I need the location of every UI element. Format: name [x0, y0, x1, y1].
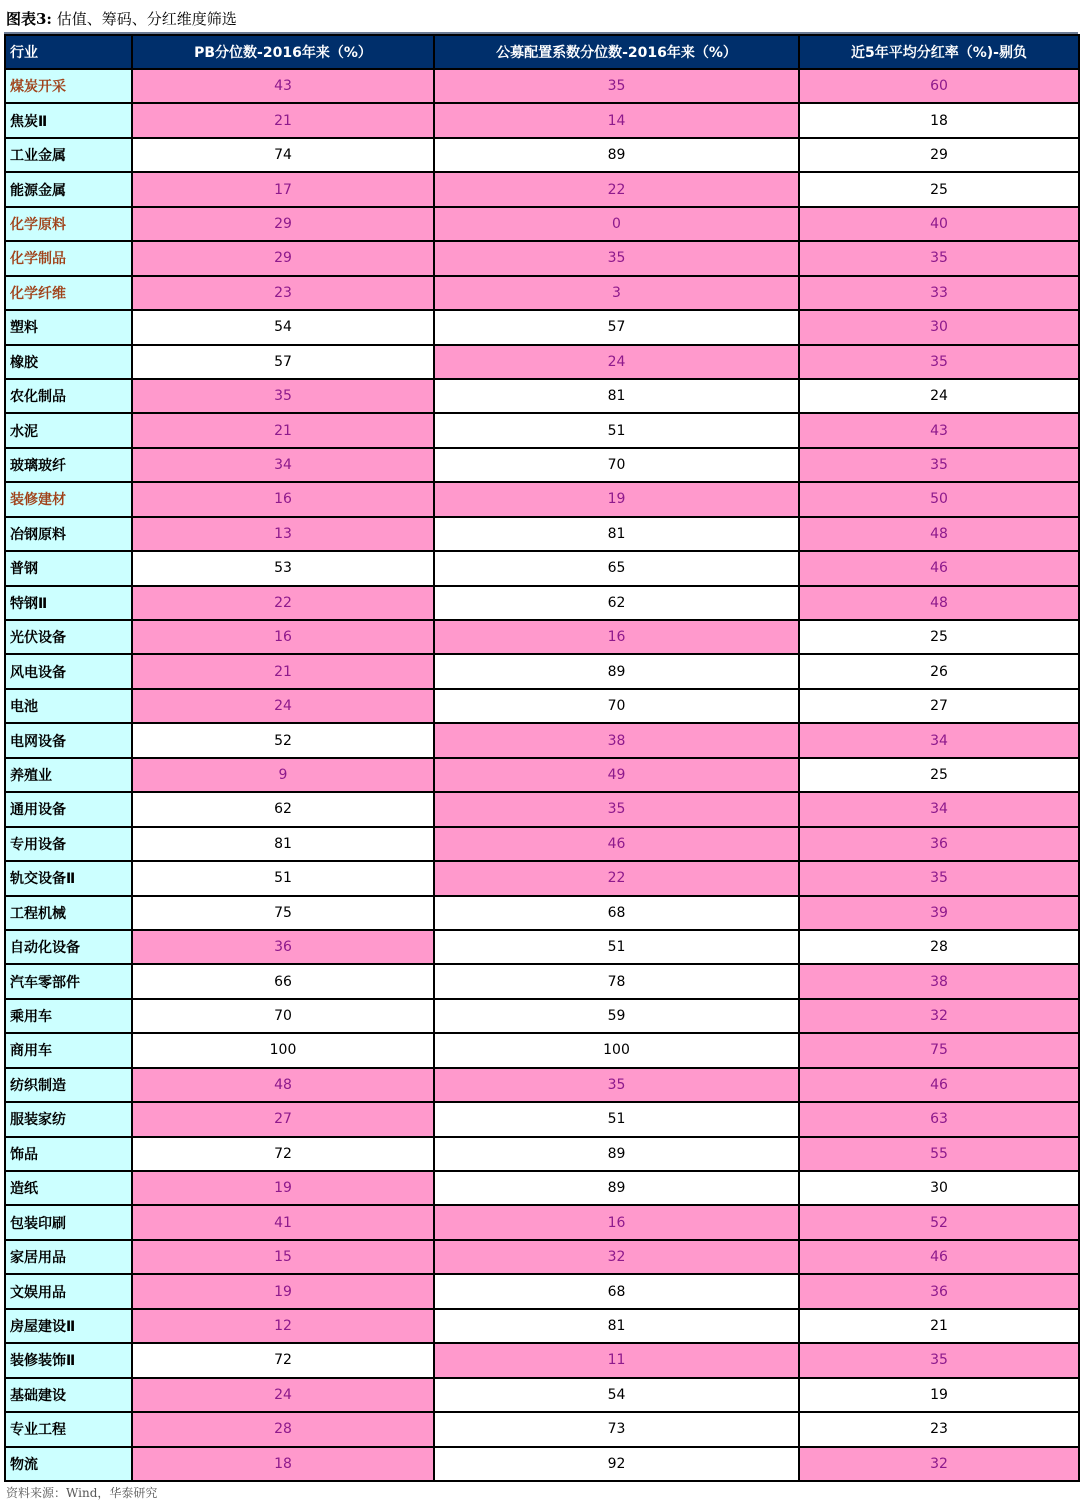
column-header-pb-percentile: PB分位数-2016年来（%）: [132, 35, 434, 69]
pb-percentile-cell: 74: [132, 138, 434, 172]
table-row: [5, 896, 1079, 930]
table-row: [5, 723, 1079, 757]
table-row: [5, 413, 1079, 447]
industry-cell: 乘用车: [5, 999, 132, 1033]
table-row: [5, 930, 1079, 964]
dividend-rate-cell: 32: [799, 999, 1079, 1033]
column-header-dividend-rate: 近5年平均分红率（%)-剔负: [799, 35, 1079, 69]
fund-allocation-percentile-cell: 16: [434, 620, 799, 654]
table-row: [5, 276, 1079, 310]
pb-percentile-cell: 23: [132, 276, 434, 310]
fund-allocation-percentile-cell: 57: [434, 310, 799, 344]
industry-cell: 农化制品: [5, 379, 132, 413]
table-row: [5, 1378, 1079, 1412]
dividend-rate-cell: 24: [799, 379, 1079, 413]
table-row: [5, 1205, 1079, 1239]
column-header-industry: 行业: [5, 35, 132, 69]
pb-percentile-cell: 48: [132, 1068, 434, 1102]
dividend-rate-cell: 28: [799, 930, 1079, 964]
pb-percentile-cell: 24: [132, 1378, 434, 1412]
industry-cell: 轨交设备Ⅱ: [5, 861, 132, 895]
table-row: [5, 1309, 1079, 1343]
table-row: [5, 1171, 1079, 1205]
table-row: [5, 654, 1079, 688]
pb-percentile-cell: 16: [132, 620, 434, 654]
table-row: [5, 69, 1079, 103]
dividend-rate-cell: 35: [799, 241, 1079, 275]
pb-percentile-cell: 100: [132, 1033, 434, 1067]
table-row: [5, 999, 1079, 1033]
industry-cell: 包装印刷: [5, 1205, 132, 1239]
table-row: [5, 1447, 1079, 1482]
table-row: [5, 586, 1079, 620]
industry-cell: 电网设备: [5, 723, 132, 757]
pb-percentile-cell: 81: [132, 827, 434, 861]
fund-allocation-percentile-cell: 46: [434, 827, 799, 861]
pb-percentile-cell: 41: [132, 1205, 434, 1239]
pb-percentile-cell: 66: [132, 964, 434, 998]
pb-percentile-cell: 29: [132, 207, 434, 241]
dividend-rate-cell: 23: [799, 1412, 1079, 1446]
industry-cell: 特钢Ⅱ: [5, 586, 132, 620]
fund-allocation-percentile-cell: 11: [434, 1343, 799, 1377]
fund-allocation-percentile-cell: 14: [434, 103, 799, 137]
table-row: [5, 792, 1079, 826]
industry-cell: 服装家纺: [5, 1102, 132, 1136]
fund-allocation-percentile-cell: 65: [434, 551, 799, 585]
fund-allocation-percentile-cell: 22: [434, 172, 799, 206]
industry-cell: 化学制品: [5, 241, 132, 275]
industry-cell: 专用设备: [5, 827, 132, 861]
industry-cell: 光伏设备: [5, 620, 132, 654]
industry-cell: 通用设备: [5, 792, 132, 826]
table-row: [5, 1343, 1079, 1377]
industry-cell: 风电设备: [5, 654, 132, 688]
pb-percentile-cell: 21: [132, 413, 434, 447]
pb-percentile-cell: 22: [132, 586, 434, 620]
dividend-rate-cell: 48: [799, 517, 1079, 551]
fund-allocation-percentile-cell: 51: [434, 1102, 799, 1136]
industry-cell: 橡胶: [5, 345, 132, 379]
table-row: [5, 172, 1079, 206]
source-note: 资料来源：Wind，华泰研究: [6, 1486, 158, 1500]
pb-percentile-cell: 15: [132, 1240, 434, 1274]
industry-cell: 工业金属: [5, 138, 132, 172]
pb-percentile-cell: 9: [132, 758, 434, 792]
dividend-rate-cell: 35: [799, 1343, 1079, 1377]
pb-percentile-cell: 19: [132, 1171, 434, 1205]
dividend-rate-cell: 32: [799, 1447, 1079, 1482]
dividend-rate-cell: 35: [799, 448, 1079, 482]
pb-percentile-cell: 19: [132, 1274, 434, 1308]
dividend-rate-cell: 36: [799, 1274, 1079, 1308]
industry-cell: 化学原料: [5, 207, 132, 241]
dividend-rate-cell: 30: [799, 1171, 1079, 1205]
dividend-rate-cell: 48: [799, 586, 1079, 620]
table-row: [5, 482, 1079, 516]
pb-percentile-cell: 21: [132, 103, 434, 137]
table-row: [5, 1412, 1079, 1446]
table-row: [5, 379, 1079, 413]
dividend-rate-cell: 46: [799, 551, 1079, 585]
industry-cell: 商用车: [5, 1033, 132, 1067]
table-row: [5, 964, 1079, 998]
table-row: [5, 551, 1079, 585]
table-row: [5, 1068, 1079, 1102]
table-row: [5, 345, 1079, 379]
industry-cell: 文娱用品: [5, 1274, 132, 1308]
pb-percentile-cell: 12: [132, 1309, 434, 1343]
fund-allocation-percentile-cell: 59: [434, 999, 799, 1033]
pb-percentile-cell: 70: [132, 999, 434, 1033]
pb-percentile-cell: 54: [132, 310, 434, 344]
pb-percentile-cell: 17: [132, 172, 434, 206]
table-row: [5, 448, 1079, 482]
industry-cell: 装修建材: [5, 482, 132, 516]
dividend-rate-cell: 35: [799, 861, 1079, 895]
pb-percentile-cell: 13: [132, 517, 434, 551]
dividend-rate-cell: 33: [799, 276, 1079, 310]
dividend-rate-cell: 39: [799, 896, 1079, 930]
pb-percentile-cell: 34: [132, 448, 434, 482]
dividend-rate-cell: 52: [799, 1205, 1079, 1239]
dividend-rate-cell: 35: [799, 345, 1079, 379]
dividend-rate-cell: 46: [799, 1240, 1079, 1274]
figure-title-text: 估值、筹码、分红维度筛选: [56, 10, 237, 28]
dividend-rate-cell: 18: [799, 103, 1079, 137]
fund-allocation-percentile-cell: 81: [434, 517, 799, 551]
industry-cell: 装修装饰Ⅱ: [5, 1343, 132, 1377]
pb-percentile-cell: 18: [132, 1447, 434, 1482]
pb-percentile-cell: 57: [132, 345, 434, 379]
fund-allocation-percentile-cell: 51: [434, 413, 799, 447]
pb-percentile-cell: 51: [132, 861, 434, 895]
fund-allocation-percentile-cell: 81: [434, 1309, 799, 1343]
pb-percentile-cell: 24: [132, 689, 434, 723]
fund-allocation-percentile-cell: 35: [434, 1068, 799, 1102]
pb-percentile-cell: 72: [132, 1137, 434, 1171]
dividend-rate-cell: 26: [799, 654, 1079, 688]
fund-allocation-percentile-cell: 68: [434, 896, 799, 930]
table-row: [5, 207, 1079, 241]
pb-percentile-cell: 53: [132, 551, 434, 585]
fund-allocation-percentile-cell: 81: [434, 379, 799, 413]
fund-allocation-percentile-cell: 89: [434, 1137, 799, 1171]
fund-allocation-percentile-cell: 70: [434, 448, 799, 482]
dividend-rate-cell: 30: [799, 310, 1079, 344]
table-row: [5, 1137, 1079, 1171]
dividend-rate-cell: 25: [799, 620, 1079, 654]
industry-cell: 纺织制造: [5, 1068, 132, 1102]
pb-percentile-cell: 16: [132, 482, 434, 516]
fund-allocation-percentile-cell: 35: [434, 792, 799, 826]
table-row: [5, 1033, 1079, 1067]
pb-percentile-cell: 28: [132, 1412, 434, 1446]
industry-cell: 房屋建设Ⅱ: [5, 1309, 132, 1343]
fund-allocation-percentile-cell: 24: [434, 345, 799, 379]
industry-cell: 焦炭Ⅱ: [5, 103, 132, 137]
industry-cell: 塑料: [5, 310, 132, 344]
industry-cell: 玻璃玻纤: [5, 448, 132, 482]
industry-cell: 电池: [5, 689, 132, 723]
figure-label: 图表3:: [6, 10, 52, 28]
screening-table-container: [4, 34, 1078, 1482]
dividend-rate-cell: 36: [799, 827, 1079, 861]
dividend-rate-cell: 29: [799, 138, 1079, 172]
industry-cell: 家居用品: [5, 1240, 132, 1274]
table-row: [5, 620, 1079, 654]
table-row: [5, 689, 1079, 723]
industry-cell: 物流: [5, 1447, 132, 1482]
table-row: [5, 861, 1079, 895]
dividend-rate-cell: 25: [799, 172, 1079, 206]
pb-percentile-cell: 43: [132, 69, 434, 103]
fund-allocation-percentile-cell: 54: [434, 1378, 799, 1412]
pb-percentile-cell: 21: [132, 654, 434, 688]
industry-cell: 工程机械: [5, 896, 132, 930]
table-row: [5, 517, 1079, 551]
dividend-rate-cell: 34: [799, 723, 1079, 757]
industry-cell: 煤炭开采: [5, 69, 132, 103]
industry-cell: 冶钢原料: [5, 517, 132, 551]
dividend-rate-cell: 27: [799, 689, 1079, 723]
dividend-rate-cell: 21: [799, 1309, 1079, 1343]
pb-percentile-cell: 75: [132, 896, 434, 930]
industry-cell: 造纸: [5, 1171, 132, 1205]
dividend-rate-cell: 75: [799, 1033, 1079, 1067]
industry-cell: 自动化设备: [5, 930, 132, 964]
fund-allocation-percentile-cell: 35: [434, 69, 799, 103]
table-header-row: [5, 35, 1079, 69]
pb-percentile-cell: 62: [132, 792, 434, 826]
dividend-rate-cell: 25: [799, 758, 1079, 792]
fund-allocation-percentile-cell: 32: [434, 1240, 799, 1274]
pb-percentile-cell: 35: [132, 379, 434, 413]
fund-allocation-percentile-cell: 19: [434, 482, 799, 516]
dividend-rate-cell: 34: [799, 792, 1079, 826]
screening-table: [4, 34, 1080, 1482]
fund-allocation-percentile-cell: 89: [434, 138, 799, 172]
fund-allocation-percentile-cell: 89: [434, 654, 799, 688]
table-row: [5, 1240, 1079, 1274]
pb-percentile-cell: 36: [132, 930, 434, 964]
dividend-rate-cell: 55: [799, 1137, 1079, 1171]
dividend-rate-cell: 40: [799, 207, 1079, 241]
industry-cell: 基础建设: [5, 1378, 132, 1412]
fund-allocation-percentile-cell: 16: [434, 1205, 799, 1239]
table-body: [5, 69, 1079, 1481]
industry-cell: 化学纤维: [5, 276, 132, 310]
fund-allocation-percentile-cell: 100: [434, 1033, 799, 1067]
industry-cell: 普钢: [5, 551, 132, 585]
dividend-rate-cell: 46: [799, 1068, 1079, 1102]
industry-cell: 养殖业: [5, 758, 132, 792]
fund-allocation-percentile-cell: 89: [434, 1171, 799, 1205]
pb-percentile-cell: 52: [132, 723, 434, 757]
dividend-rate-cell: 43: [799, 413, 1079, 447]
fund-allocation-percentile-cell: 78: [434, 964, 799, 998]
fund-allocation-percentile-cell: 35: [434, 241, 799, 275]
industry-cell: 专业工程: [5, 1412, 132, 1446]
table-row: [5, 103, 1079, 137]
pb-percentile-cell: 27: [132, 1102, 434, 1136]
figure-title: [6, 8, 237, 30]
fund-allocation-percentile-cell: 22: [434, 861, 799, 895]
dividend-rate-cell: 50: [799, 482, 1079, 516]
dividend-rate-cell: 60: [799, 69, 1079, 103]
fund-allocation-percentile-cell: 70: [434, 689, 799, 723]
table-row: [5, 138, 1079, 172]
fund-allocation-percentile-cell: 92: [434, 1447, 799, 1482]
industry-cell: 能源金属: [5, 172, 132, 206]
dividend-rate-cell: 63: [799, 1102, 1079, 1136]
table-row: [5, 310, 1079, 344]
pb-percentile-cell: 72: [132, 1343, 434, 1377]
fund-allocation-percentile-cell: 38: [434, 723, 799, 757]
fund-allocation-percentile-cell: 51: [434, 930, 799, 964]
dividend-rate-cell: 19: [799, 1378, 1079, 1412]
column-header-fund-allocation-percentile: 公募配置系数分位数-2016年来（%）: [434, 35, 799, 69]
table-row: [5, 241, 1079, 275]
fund-allocation-percentile-cell: 62: [434, 586, 799, 620]
table-row: [5, 758, 1079, 792]
fund-allocation-percentile-cell: 49: [434, 758, 799, 792]
industry-cell: 汽车零部件: [5, 964, 132, 998]
table-row: [5, 1102, 1079, 1136]
fund-allocation-percentile-cell: 3: [434, 276, 799, 310]
fund-allocation-percentile-cell: 73: [434, 1412, 799, 1446]
industry-cell: 饰品: [5, 1137, 132, 1171]
industry-cell: 水泥: [5, 413, 132, 447]
fund-allocation-percentile-cell: 68: [434, 1274, 799, 1308]
table-row: [5, 827, 1079, 861]
dividend-rate-cell: 38: [799, 964, 1079, 998]
table-row: [5, 1274, 1079, 1308]
fund-allocation-percentile-cell: 0: [434, 207, 799, 241]
pb-percentile-cell: 29: [132, 241, 434, 275]
